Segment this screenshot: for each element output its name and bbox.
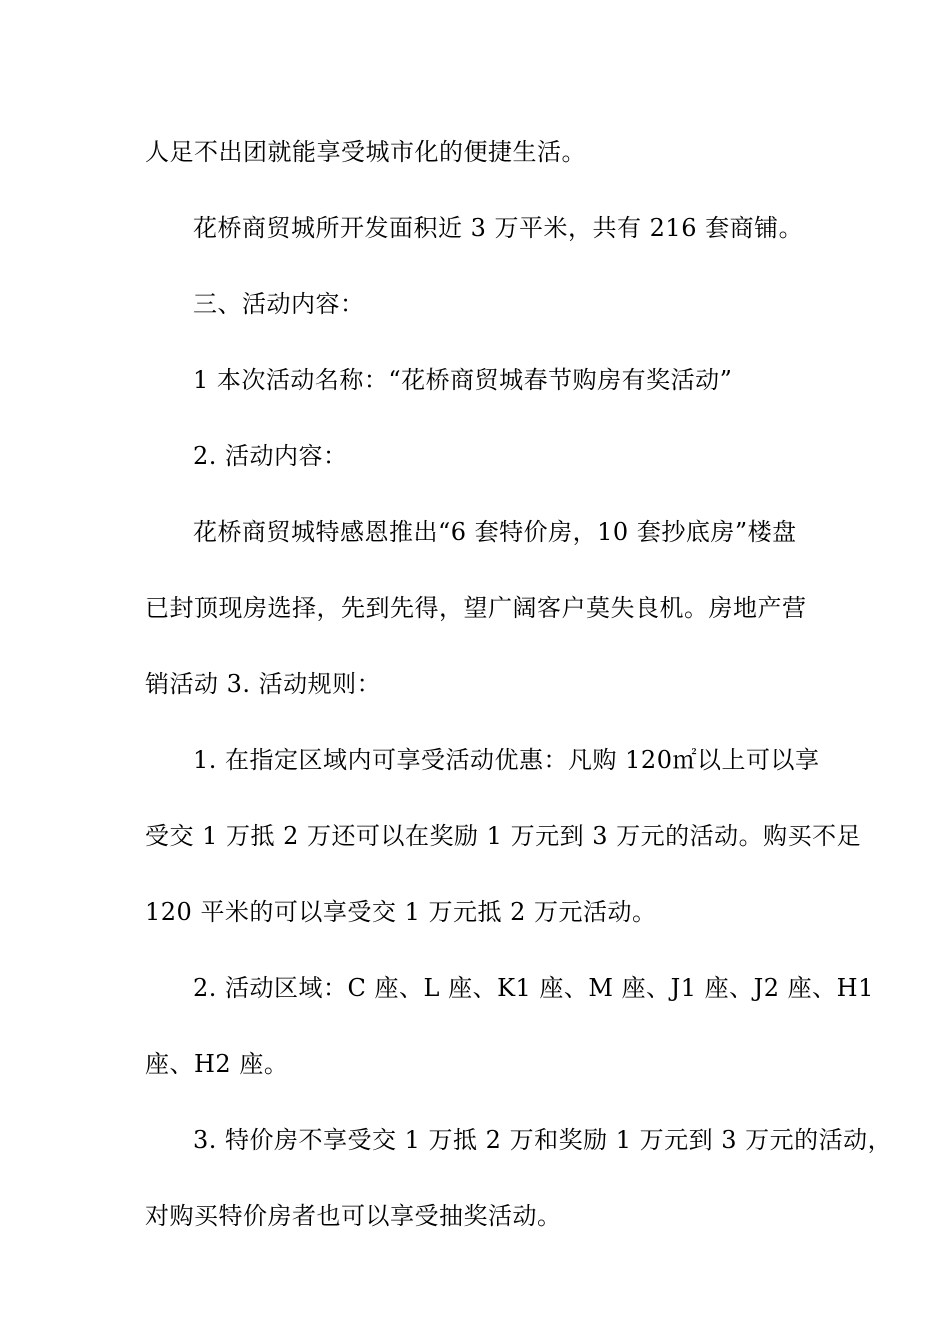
paragraph-line: 销活动 3. 活动规则：: [145, 670, 382, 698]
section-heading: 三、活动内容：: [193, 290, 365, 318]
paragraph-line: 对购买特价房者也可以享受抽奖活动。: [145, 1202, 562, 1230]
paragraph-line: 2. 活动区域：C 座、L 座、K1 座、M 座、J1 座、J2 座、H1: [193, 974, 874, 1002]
paragraph-line: 受交 1 万抵 2 万还可以在奖励 1 万元到 3 万元的活动。购买不足: [145, 822, 862, 850]
paragraph-line: 已封顶现房选择，先到先得，望广阔客户莫失良机。房地产营: [145, 594, 807, 622]
paragraph-line: 人足不出团就能享受城市化的便捷生活。: [145, 138, 586, 166]
paragraph-line: 花桥商贸城特感恩推出“6 套特价房，10 套抄底房”楼盘: [193, 518, 797, 546]
paragraph-line: 1 本次活动名称：“花桥商贸城春节购房有奖活动”: [193, 366, 733, 394]
paragraph-line: 3. 特价房不享受交 1 万抵 2 万和奖励 1 万元到 3 万元的活动，: [193, 1126, 893, 1154]
subheading: 2. 活动内容：: [193, 442, 348, 470]
paragraph-line: 花桥商贸城所开发面积近 3 万平米，共有 216 套商铺。: [193, 214, 804, 242]
paragraph-line: 120 平米的可以享受交 1 万元抵 2 万元活动。: [145, 898, 657, 926]
paragraph-line: 1. 在指定区域内可享受活动优惠：凡购 120㎡以上可以享: [193, 746, 820, 774]
paragraph-line: 座、H2 座。: [145, 1050, 289, 1078]
